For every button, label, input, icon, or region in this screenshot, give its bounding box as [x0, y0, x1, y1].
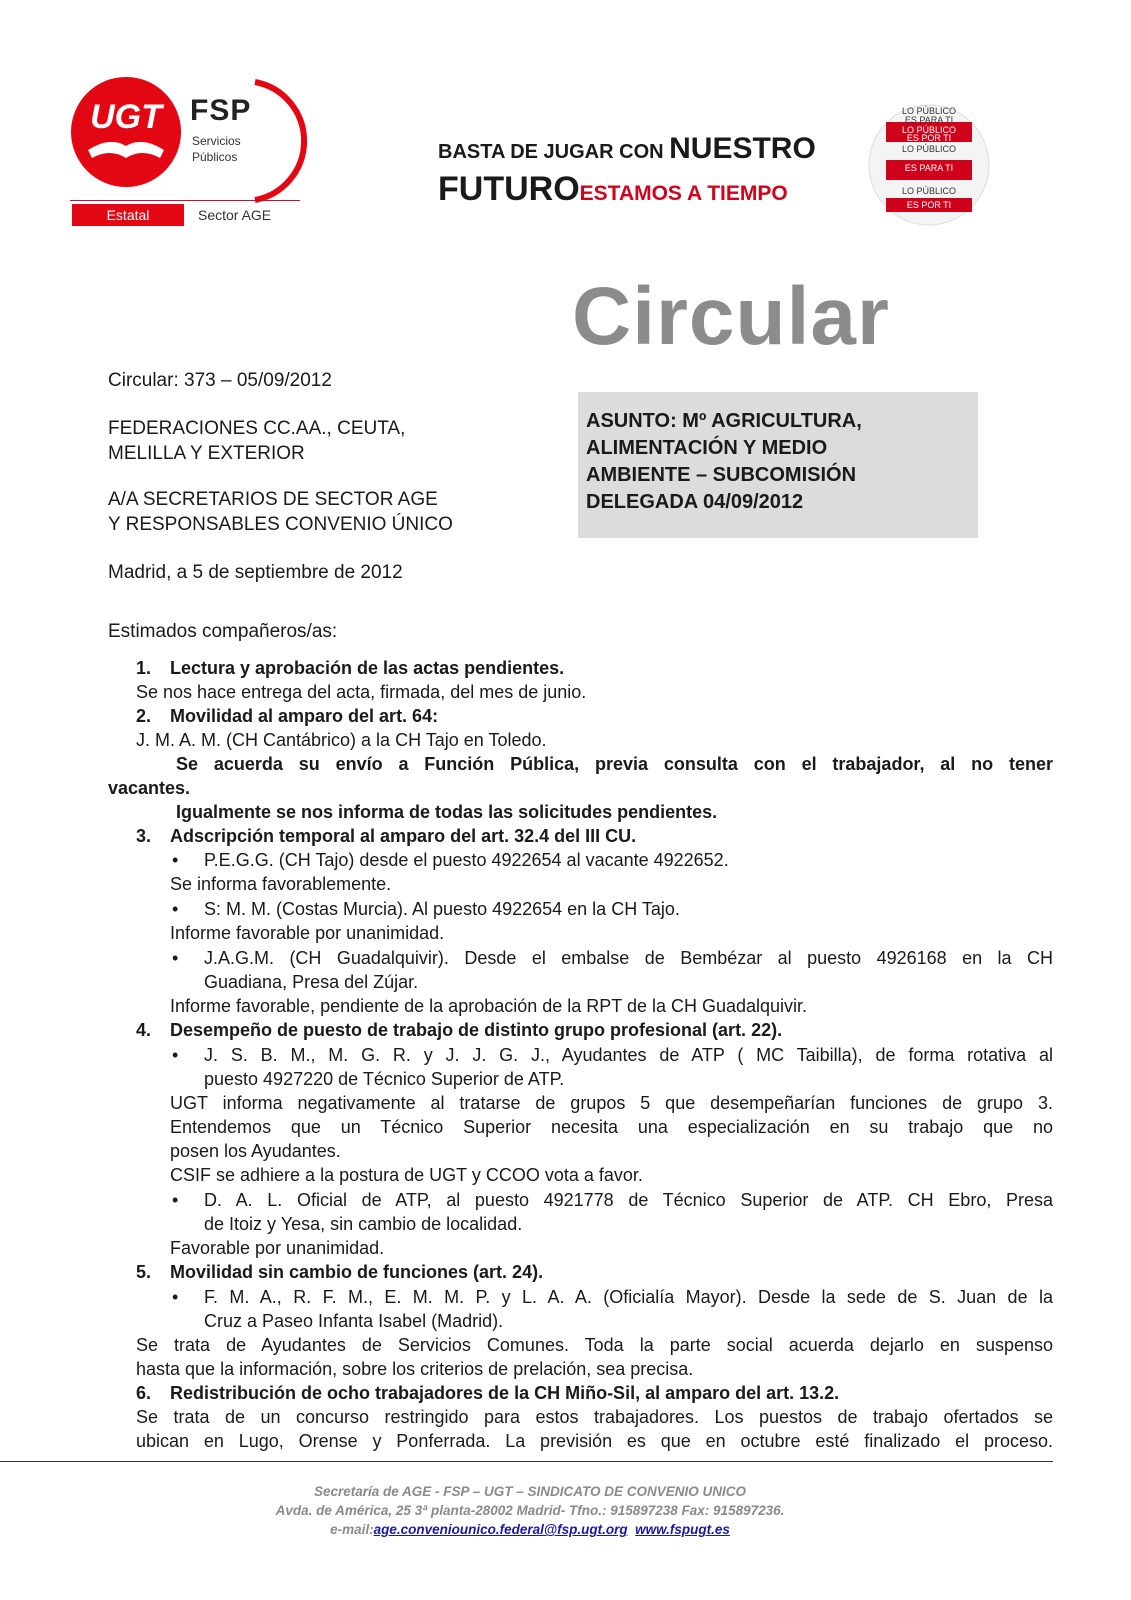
- section-2-title: Movilidad al amparo del art. 64:: [170, 706, 439, 726]
- section-2-bold-1b: vacantes.: [108, 778, 191, 798]
- section-1-title: Lectura y aprobación de las actas pendientes.: [170, 658, 565, 678]
- badge-line-5: LO PÚBLICO: [901, 144, 957, 154]
- bullet-icon: •: [172, 1045, 179, 1065]
- section-4-item-2b: de Itoiz y Yesa, sin cambio de localidad.: [204, 1214, 523, 1234]
- place-date: Madrid, a 5 de septiembre de 2012: [108, 562, 403, 583]
- section-4-para-3: CSIF se adhiere a la postura de UGT y CCOO vota a favor.: [170, 1165, 643, 1185]
- footer-email-label: e-mail:: [330, 1522, 374, 1537]
- section-3-item-2: S: M. M. (Costas Murcia). Al puesto 4922654 en la CH Tajo.: [204, 899, 680, 919]
- footer-line-2: Avda. de América, 25 3ª planta-28002 Madrid- Tfno.: 915897238 Fax: 915897236.: [275, 1503, 785, 1518]
- bullet-icon: •: [172, 899, 179, 919]
- section-4-heading: [136, 1018, 782, 1042]
- section-4-title: Desempeño de puesto de trabajo de distinto grupo profesional (art. 22).: [170, 1020, 783, 1040]
- greeting: Estimados compañeros/as:: [108, 621, 338, 642]
- slogan-line-1: [438, 132, 816, 166]
- badge-line-8: ES POR TI: [906, 200, 952, 210]
- section-3-item-1: P.E.G.G. (CH Tajo) desde el puesto 4922654 al vacante 4922652.: [204, 850, 729, 870]
- section-3-item-3a: J.A.G.M. (CH Guadalquivir). Desde el embalse de Bembézar al puesto 4926168 en la CH: [204, 948, 1053, 968]
- section-5-number: 5.: [136, 1262, 152, 1282]
- logo-sector: Sector AGE: [198, 207, 272, 223]
- section-2-bold-2: Igualmente se nos informa de todas las solicitudes pendientes.: [176, 802, 718, 822]
- slogan-part-3: FUTURO: [438, 170, 580, 208]
- badge-line-4: ES POR TI: [906, 133, 952, 143]
- section-5-item-1b: Cruz a Paseo Infanta Isabel (Madrid).: [204, 1311, 504, 1331]
- subject-line-3: AMBIENTE – SUBCOMISIÓN: [586, 464, 857, 486]
- footer-line-3: [0, 1522, 1060, 1537]
- section-1-text: Se nos hace entrega del acta, firmada, del mes de junio.: [136, 682, 587, 702]
- section-3-item-3-note: Informe favorable, pendiente de la aprobación de la RPT de la CH Guadalquivir.: [170, 996, 808, 1016]
- section-5-heading: [136, 1260, 543, 1284]
- badge-line-2: ES PARA TI: [904, 115, 954, 125]
- slogan-line-2: [438, 170, 788, 209]
- recipient-line-3: A/A SECRETARIOS DE SECTOR AGE: [108, 489, 438, 510]
- logo-divider: [70, 200, 300, 201]
- section-5-item-1a: F. M. A., R. F. M., E. M. M. P. y L. A. A. (Oficialía Mayor). Desde la sede de S. Juan de la: [204, 1287, 1053, 1307]
- section-3-number: 3.: [136, 826, 152, 846]
- footer-web-link[interactable]: www.fspugt.es: [635, 1522, 730, 1537]
- section-6-title: Redistribución de ocho trabajadores de la CH Miño-Sil, al amparo del art. 13.2.: [170, 1383, 840, 1403]
- page-title: Circular: [572, 271, 890, 362]
- section-4-number: 4.: [136, 1020, 152, 1040]
- section-2-number: 2.: [136, 706, 152, 726]
- badge-line-6: ES PARA TI: [904, 163, 954, 173]
- footer-divider: [0, 1461, 1053, 1462]
- section-6-number: 6.: [136, 1383, 152, 1403]
- footer-line-1: Secretaría de AGE - FSP – UGT – SINDICATO DE CONVENIO UNICO: [313, 1484, 747, 1499]
- section-6-para-1a: Se trata de un concurso restringido para estos trabajadores. Los puestos de trabajo ofertados se: [136, 1407, 1053, 1427]
- ugt-logo-icon: [70, 76, 182, 188]
- ugt-fsp-logo: [70, 76, 310, 226]
- subject-line-1: ASUNTO: Mº AGRICULTURA,: [586, 410, 862, 432]
- subject-line-4: DELEGADA 04/09/2012: [586, 491, 804, 513]
- section-3-heading: [136, 824, 636, 848]
- fsp-servicios: Servicios: [192, 134, 241, 148]
- ugt-logo-text: UGT: [90, 98, 162, 136]
- subject-box: [578, 392, 978, 538]
- section-3-item-2-note: Informe favorable por unanimidad.: [170, 923, 445, 943]
- section-3-item-3b: Guadiana, Presa del Zújar.: [204, 972, 419, 992]
- footer-email-link[interactable]: age.conveniounico.federal@fsp.ugt.org: [373, 1522, 628, 1537]
- slogan-part-4: ESTAMOS A TIEMPO: [579, 182, 788, 205]
- section-2-bold-1a: Se acuerda su envío a Función Pública, previa consulta con el trabajador, al no tener: [176, 754, 1053, 774]
- section-4-item-2-note: Favorable por unanimidad.: [170, 1238, 385, 1258]
- section-5-para-1b: hasta que la información, sobre los criterios de prelación, sea precisa.: [136, 1359, 694, 1379]
- bullet-icon: •: [172, 1287, 179, 1307]
- badge-line-3: LO PÚBLICO: [901, 125, 957, 135]
- bullet-icon: •: [172, 948, 179, 968]
- circular-number: Circular: 373 – 05/09/2012: [108, 370, 332, 391]
- section-5-para-1a: Se trata de Ayudantes de Servicios Comunes. Toda la parte social acuerda dejarlo en suspenso: [136, 1335, 1053, 1355]
- section-2-heading: [136, 704, 438, 728]
- bullet-icon: •: [172, 1190, 179, 1210]
- section-3-title: Adscripción temporal al amparo del art. 32.4 del III CU.: [170, 826, 637, 846]
- section-4-item-1b: puesto 4927220 de Técnico Superior de ATP.: [204, 1069, 565, 1089]
- bullet-icon: •: [172, 850, 179, 870]
- slogan-part-2: NUESTRO: [669, 132, 816, 165]
- section-6-para-1b: ubican en Lugo, Orense y Ponferrada. La previsión es que en octubre esté finalizado el proceso.: [136, 1431, 1053, 1451]
- recipient-line-2: MELILLA Y EXTERIOR: [108, 443, 305, 464]
- section-4-para-2b: posen los Ayudantes.: [170, 1141, 341, 1161]
- slogan-part-1: BASTA DE JUGAR CON: [438, 141, 670, 163]
- section-2-text: J. M. A. M. (CH Cantábrico) a la CH Tajo en Toledo.: [136, 730, 547, 750]
- badge-line-1: LO PÚBLICO: [901, 106, 957, 116]
- section-3-item-1-note: Se informa favorablemente.: [170, 874, 392, 894]
- badge-line-7: LO PÚBLICO: [901, 186, 957, 196]
- subject-line-2: ALIMENTACIÓN Y MEDIO: [586, 437, 828, 459]
- section-5-title: Movilidad sin cambio de funciones (art. 24).: [170, 1262, 544, 1282]
- section-4-item-1a: J. S. B. M., M. G. R. y J. J. G. J., Ayudantes de ATP ( MC Taibilla), de forma rotativa al: [204, 1045, 1053, 1065]
- section-1-heading: [136, 656, 564, 680]
- section-4-para-2a: Entendemos que un Técnico Superior necesita una especialización en su trabajo que no: [170, 1117, 1053, 1137]
- section-6-heading: [136, 1381, 839, 1405]
- section-4-para-1: UGT informa negativamente al tratarse de grupos 5 que desempeñarían funciones de grupo 3.: [170, 1093, 1053, 1113]
- recipient-line-4: Y RESPONSABLES CONVENIO ÚNICO: [108, 514, 453, 535]
- lo-publico-badge-icon: [868, 104, 990, 226]
- section-1-number: 1.: [136, 658, 152, 678]
- section-4-item-2a: D. A. L. Oficial de ATP, al puesto 4921778 de Técnico Superior de ATP. CH Ebro, Presa: [204, 1190, 1053, 1210]
- fsp-title: FSP: [190, 94, 252, 127]
- logo-estatal: Estatal: [72, 204, 184, 226]
- fsp-publicos: Públicos: [192, 150, 238, 164]
- recipient-line-1: FEDERACIONES CC.AA., CEUTA,: [108, 418, 406, 439]
